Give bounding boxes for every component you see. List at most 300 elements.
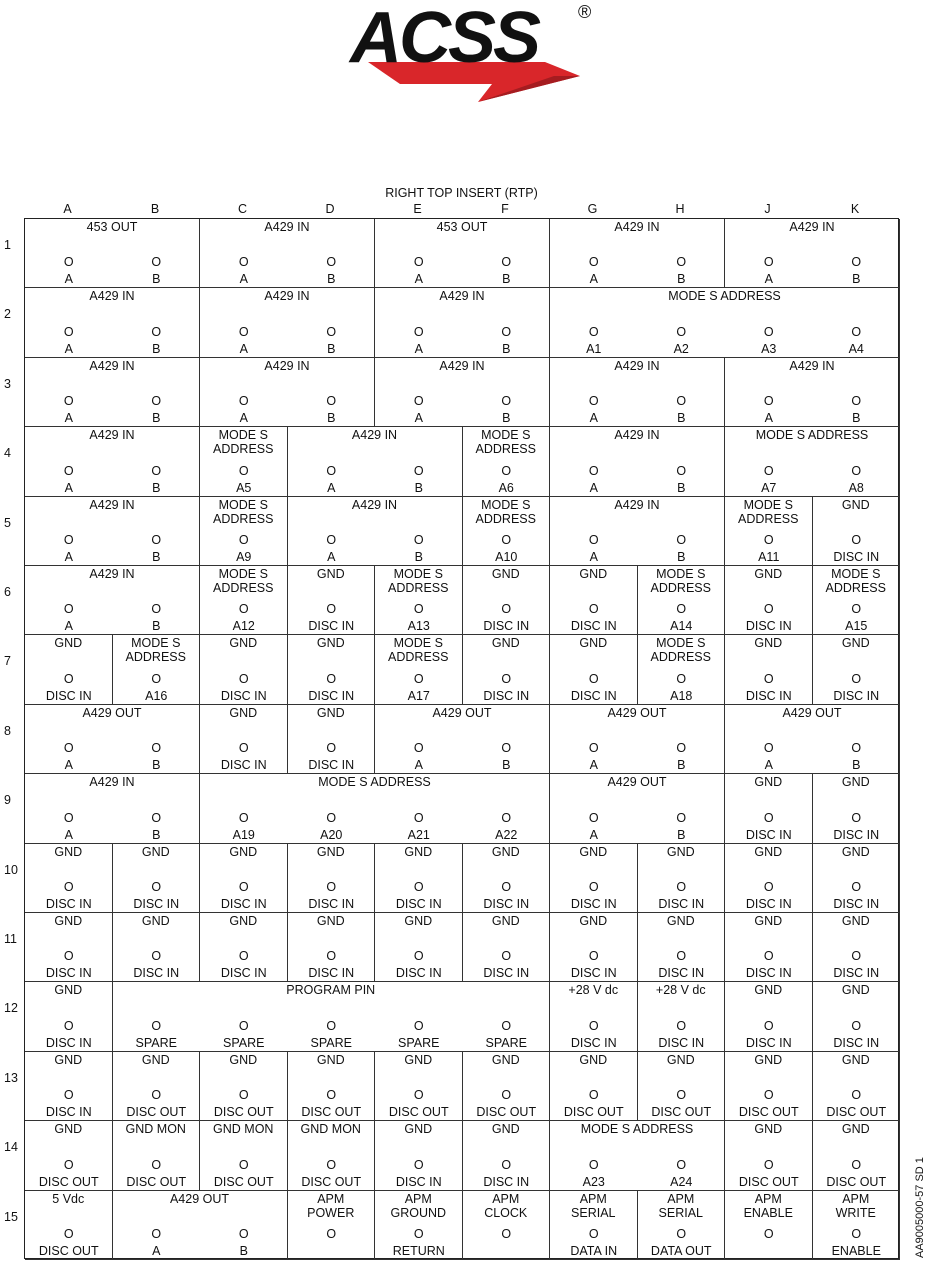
pin-group-cell: [288, 1191, 376, 1260]
pin-contact: O: [588, 1018, 599, 1033]
pin-group-cell: [200, 427, 288, 496]
pin-contact: O: [413, 741, 424, 756]
pin: [463, 949, 549, 980]
column-letter: A: [63, 202, 72, 216]
pin-group-cell: [638, 566, 726, 635]
pin: [26, 602, 112, 633]
pin: [726, 672, 812, 703]
pin: [288, 741, 374, 772]
pin-group-label: GND: [141, 914, 170, 928]
pin: [201, 949, 287, 980]
pin-group-cell: [813, 1121, 901, 1190]
pin-contact: O: [63, 463, 74, 478]
pin-contact: O: [326, 255, 337, 270]
pin: [638, 672, 724, 703]
pin-group-cell: [725, 1191, 813, 1260]
column-letter: B: [150, 202, 160, 216]
pin-group-label: MODE S ADDRESS: [650, 567, 711, 595]
pin-contact: O: [151, 602, 162, 617]
pin-group-label: GND: [229, 705, 258, 720]
pin: [638, 741, 724, 772]
pin: [551, 464, 637, 495]
pin: [26, 672, 112, 703]
pin-label: B: [502, 272, 511, 287]
pin-group-cell: [25, 844, 113, 913]
pin-contact: O: [63, 324, 74, 339]
pin-label: SPARE: [223, 1035, 265, 1050]
pin-group-label: A429 IN: [89, 428, 135, 443]
pin-label: DISC OUT: [301, 1105, 362, 1120]
pin-contact: O: [851, 532, 862, 547]
pin-contact: O: [851, 671, 862, 686]
pin: [726, 949, 812, 980]
pin: [201, 811, 287, 842]
pin-group-cell: [725, 635, 813, 704]
pin-label: A24: [670, 1174, 693, 1189]
pin-contact: O: [588, 324, 599, 339]
pin-group-label: GND: [141, 1052, 170, 1067]
pin-group-label: +28 V dc: [655, 983, 706, 998]
pin-group-label: GND: [54, 1122, 83, 1137]
pin-label: DISC OUT: [301, 1174, 362, 1189]
pin-label: A: [589, 827, 598, 842]
pin-label: A: [414, 758, 423, 773]
pin-group-cell: [725, 358, 900, 427]
pin: [288, 1019, 374, 1050]
pin-label: A22: [495, 827, 518, 842]
pin-label: A: [414, 341, 423, 356]
pin-group-label: A429 OUT: [782, 705, 842, 720]
pin-group-label: A429 IN: [351, 428, 398, 443]
pin-group-cell: [813, 1052, 901, 1121]
pin-label: B: [852, 272, 861, 287]
pin-group-cell: [200, 288, 375, 357]
pin-contact: O: [413, 324, 424, 339]
pin-group-label: A429 IN: [439, 358, 485, 373]
pin: [113, 672, 199, 703]
pin-contact: O: [326, 463, 337, 478]
pin-group-label: GND: [754, 567, 783, 581]
pin-group-label: MODE S ADDRESS: [213, 428, 274, 457]
pin-label: DISC IN: [220, 758, 267, 773]
pin-contact: O: [238, 949, 249, 964]
pin-group-label: GND: [316, 636, 345, 651]
pin-group-cell: [200, 1121, 288, 1190]
row-number: 11: [4, 932, 17, 946]
pin-group-cell: [288, 635, 376, 704]
pin-contact: O: [151, 463, 162, 478]
pin-group-cell: [200, 774, 550, 843]
pin: [551, 811, 637, 842]
pin-contact: O: [501, 1226, 512, 1241]
pin-group-label: GND: [666, 1052, 695, 1067]
pin: [551, 741, 637, 772]
pin-label: DISC IN: [833, 827, 880, 842]
pin: [376, 464, 462, 495]
pin-contact: O: [151, 324, 162, 339]
pin-label: A: [589, 758, 598, 773]
pin-group-label: GND: [666, 844, 695, 859]
pin-group-cell: [25, 1052, 113, 1121]
pin: [26, 394, 112, 425]
pin-contact: O: [501, 255, 512, 270]
pin-group-label: MODE S ADDRESS: [213, 497, 274, 526]
pin: [551, 1019, 637, 1050]
pin: [26, 880, 112, 911]
pin-contact: O: [676, 1226, 687, 1241]
pin-group-label: A429 IN: [89, 775, 135, 790]
pin-label: A: [64, 411, 73, 426]
pin-label: A: [764, 411, 773, 426]
pin-contact: O: [763, 463, 774, 478]
pin-group-cell: [463, 566, 551, 635]
pin-label: A: [764, 272, 773, 287]
pin-group-cell: [725, 1052, 813, 1121]
pin-group-cell: [200, 358, 375, 427]
pin-label: DISC OUT: [826, 1105, 887, 1120]
pin-contact: O: [413, 1226, 424, 1241]
pin: [26, 325, 112, 356]
pin: [463, 1019, 549, 1050]
pin-label: DISC IN: [308, 896, 355, 911]
pin-label: DISC IN: [308, 758, 355, 773]
pin-group-cell: [113, 1052, 201, 1121]
pin: [813, 949, 899, 980]
pin-contact: O: [763, 671, 774, 686]
pin-label: A: [589, 411, 598, 426]
pin-group-label: APM POWER: [307, 1191, 355, 1220]
pin: [201, 533, 287, 564]
column-letters: [24, 202, 899, 216]
pin-contact: O: [413, 879, 424, 894]
pin: [726, 325, 812, 356]
pin-group-label: GND: [54, 844, 83, 859]
pin-contact: O: [501, 879, 512, 894]
pin-contact: O: [238, 255, 249, 270]
pin-contact: O: [151, 1018, 162, 1033]
row-number: 10: [4, 862, 18, 877]
pin: [813, 672, 899, 703]
pin: [638, 255, 724, 286]
pin: [463, 255, 549, 286]
pin-group-cell: [375, 1191, 463, 1260]
pin-label: A: [64, 758, 73, 773]
pin-contact: O: [851, 255, 862, 270]
logo-wordmark: ACSS: [350, 0, 539, 78]
pin-label: A: [414, 411, 423, 426]
pin-label: DISC IN: [745, 619, 792, 634]
pin-label: A11: [758, 549, 780, 564]
pin-group-cell: [638, 635, 726, 704]
pin-group-label: GND MON: [213, 1122, 274, 1137]
pin-group-label: GND: [579, 636, 608, 651]
pin-label: A: [239, 411, 248, 426]
pin-group-label: A429 IN: [614, 220, 660, 234]
pin-contact: O: [501, 324, 512, 339]
pin: [638, 880, 724, 911]
pin-label: B: [327, 341, 336, 356]
pin-label: [463, 1244, 549, 1258]
pin-label: DISC OUT: [476, 1105, 537, 1120]
pin-group-label: GND: [54, 983, 83, 998]
pin-group-label: +28 V dc: [568, 983, 619, 998]
pin-contact: O: [326, 741, 337, 756]
pin-contact: O: [763, 1157, 774, 1172]
pin-contact: O: [501, 602, 512, 617]
row-number: 9: [4, 793, 11, 808]
pin-label: A: [239, 272, 248, 287]
pin-group-label: GND: [841, 914, 870, 928]
pin-label: B: [502, 341, 511, 356]
pin-group-label: GND: [666, 914, 695, 928]
column-letter: F: [501, 202, 509, 216]
pin-group-cell: [375, 844, 463, 913]
pin-group-label: APM SERIAL: [571, 1191, 616, 1220]
pin-label: A9: [236, 549, 252, 564]
pin: [288, 880, 374, 911]
pin-label: B: [152, 341, 161, 356]
pin-label: B: [239, 1243, 248, 1258]
pin: [288, 394, 374, 425]
pin: [813, 464, 899, 495]
column-letter: J: [764, 202, 771, 216]
pin-contact: O: [238, 394, 249, 409]
pin: [551, 325, 637, 356]
pin-label: A: [64, 272, 73, 287]
pin-contact: O: [63, 1157, 74, 1172]
pin: [26, 533, 112, 564]
pin-group-cell: [25, 358, 200, 427]
pin: [813, 533, 899, 564]
pin-group-cell: [550, 497, 725, 566]
pin-group-label: APM WRITE: [835, 1191, 876, 1220]
pin-label: DATA IN: [570, 1243, 618, 1258]
pin-group-cell: [288, 1052, 376, 1121]
pin-label: A: [64, 619, 73, 634]
pin: [813, 811, 899, 842]
pin-group-label: MODE S ADDRESS: [668, 289, 781, 304]
pin-label: B: [502, 411, 511, 426]
pin-group-label: MODE S ADDRESS: [738, 497, 799, 526]
pin-label: DISC IN: [483, 966, 530, 981]
pin-label: ENABLE: [831, 1243, 881, 1258]
pin-label: DISC IN: [483, 688, 530, 703]
pin-label: DISC IN: [570, 896, 617, 911]
pin-group-cell: [25, 635, 113, 704]
pin: [463, 811, 549, 842]
pin-label: A23: [582, 1174, 605, 1189]
pin-label: A1: [586, 341, 602, 356]
pin-contact: O: [413, 949, 424, 964]
pin: [551, 394, 637, 425]
pin-group-cell: [463, 635, 551, 704]
pin-group-cell: [463, 1121, 551, 1190]
pin: [463, 325, 549, 356]
pin-contact: O: [326, 602, 337, 617]
pin-group-cell: [200, 635, 288, 704]
pin: [201, 741, 287, 772]
pin: [113, 255, 199, 286]
pin-group-label: GND: [491, 1122, 520, 1137]
pin-contact: O: [413, 602, 424, 617]
pin-label: DISC IN: [45, 688, 92, 703]
pin-label: DISC IN: [745, 1035, 792, 1050]
pin: [376, 1158, 462, 1189]
pin: [726, 1088, 812, 1119]
pin-label: B: [152, 619, 161, 634]
pin-label: A: [327, 549, 336, 564]
pin-contact: O: [151, 1088, 162, 1103]
pin-contact: O: [588, 532, 599, 547]
pin: [201, 1019, 287, 1050]
pin-label: SPARE: [398, 1035, 440, 1050]
pin-group-label: GND: [316, 914, 345, 928]
pin-contact: O: [851, 324, 862, 339]
pin-contact: O: [151, 671, 162, 686]
pin-label: B: [852, 758, 861, 773]
pin-contact: O: [676, 463, 687, 478]
pin-group-label: GND: [841, 844, 870, 859]
pin-group-cell: [638, 1191, 726, 1260]
pin: [638, 949, 724, 980]
pin-group-cell: [25, 774, 200, 843]
pin-group-cell: [813, 635, 901, 704]
pin: [113, 1019, 199, 1050]
pin: [813, 1158, 899, 1189]
pin-contact: O: [413, 463, 424, 478]
pin-group-label: A429 IN: [89, 289, 135, 304]
pin-label: A7: [761, 480, 777, 495]
pin-group-label: GND: [491, 844, 520, 859]
pin-label: B: [852, 411, 861, 426]
pin-contact: O: [63, 741, 74, 756]
pin-group-cell: [375, 1052, 463, 1121]
pin: [376, 741, 462, 772]
pin-label: A6: [498, 480, 514, 495]
pin: [551, 1158, 637, 1189]
pin-label: DISC IN: [833, 1035, 880, 1050]
pin-label: DISC IN: [308, 619, 355, 634]
pin-contact: O: [851, 463, 862, 478]
pin-group-cell: [113, 1191, 288, 1260]
pin-label: DISC IN: [133, 966, 180, 981]
pin-group-label: GND: [316, 567, 345, 581]
pin-group-label: A429 IN: [614, 497, 660, 512]
pin-contact: O: [501, 463, 512, 478]
pin-label: DISC IN: [570, 966, 617, 981]
pin-contact: O: [676, 810, 687, 825]
pin-group-cell: [550, 1121, 725, 1190]
pin-contact: O: [588, 1157, 599, 1172]
pin-contact: O: [63, 671, 74, 686]
pin-group-label: A429 IN: [439, 289, 485, 304]
pin-label: DISC IN: [45, 1035, 92, 1050]
pin: [288, 325, 374, 356]
pin-group-label: MODE S ADDRESS: [213, 567, 274, 595]
pin-contact: O: [151, 1226, 162, 1241]
pin-contact: O: [588, 602, 599, 617]
pin-contact: O: [763, 1018, 774, 1033]
pin-label: A10: [495, 549, 518, 564]
pin: [113, 811, 199, 842]
pin: [638, 602, 724, 633]
pin-contact: O: [676, 602, 687, 617]
pin-group-cell: [25, 982, 113, 1051]
row-number: 14: [4, 1140, 18, 1155]
pin: [288, 602, 374, 633]
pin-contact: O: [763, 1226, 774, 1241]
pin: [638, 1019, 724, 1050]
pin-contact: O: [63, 1226, 74, 1241]
pin-label: B: [414, 480, 423, 495]
pin-contact: O: [851, 602, 862, 617]
pin: [726, 255, 812, 286]
pin-contact: O: [851, 1088, 862, 1103]
pin-group-cell: [200, 566, 288, 635]
pin-contact: O: [63, 1018, 74, 1033]
pin: [113, 394, 199, 425]
pin-label: A15: [845, 619, 868, 634]
pin-group-cell: [288, 497, 463, 566]
pin-contact: O: [676, 532, 687, 547]
pin-group-label: GND: [579, 1052, 608, 1067]
pin-label: A12: [232, 619, 255, 634]
pin-group-label: GND: [754, 775, 783, 790]
pin-grid: [24, 218, 899, 1259]
pin: [551, 1227, 637, 1258]
pin: [201, 1227, 287, 1258]
pin-label: B: [152, 411, 161, 426]
pin-group-cell: [813, 913, 901, 982]
pin-group-cell: [288, 913, 376, 982]
pin-contact: O: [588, 1088, 599, 1103]
pin-label: A19: [232, 827, 255, 842]
pin-contact: O: [588, 879, 599, 894]
pin-group-cell: [550, 427, 725, 496]
pin-group-label: MODE S ADDRESS: [825, 567, 886, 595]
pin-contact: O: [501, 810, 512, 825]
pin-group-cell: [113, 982, 551, 1051]
pin: [26, 811, 112, 842]
pin-group-cell: [725, 844, 813, 913]
pin: [813, 1019, 899, 1050]
pin-label: DISC IN: [45, 896, 92, 911]
pin-label: A: [327, 480, 336, 495]
pin: [726, 394, 812, 425]
pin-group-cell: [813, 844, 901, 913]
logo-registered: ®: [578, 2, 592, 22]
pin-label: A: [64, 827, 73, 842]
pin: [26, 1088, 112, 1119]
column-letter: D: [325, 202, 335, 216]
pin-group-cell: [550, 566, 638, 635]
pin: [463, 602, 549, 633]
pin: [288, 1227, 374, 1258]
pin-group-cell: [550, 219, 725, 288]
pin-label: DISC IN: [570, 1035, 617, 1050]
pin-group-label: GND MON: [125, 1122, 186, 1137]
pin-group-label: A429 OUT: [432, 705, 492, 720]
pin-label: DISC IN: [833, 549, 880, 564]
pin-label: DISC IN: [833, 966, 880, 981]
pin: [201, 672, 287, 703]
pin-contact: O: [501, 394, 512, 409]
pin-label: DISC OUT: [738, 1174, 799, 1189]
pin-contact: O: [851, 879, 862, 894]
pin-label: SPARE: [485, 1035, 527, 1050]
pin-group-cell: [288, 705, 376, 774]
pin-label: DATA OUT: [650, 1243, 712, 1258]
